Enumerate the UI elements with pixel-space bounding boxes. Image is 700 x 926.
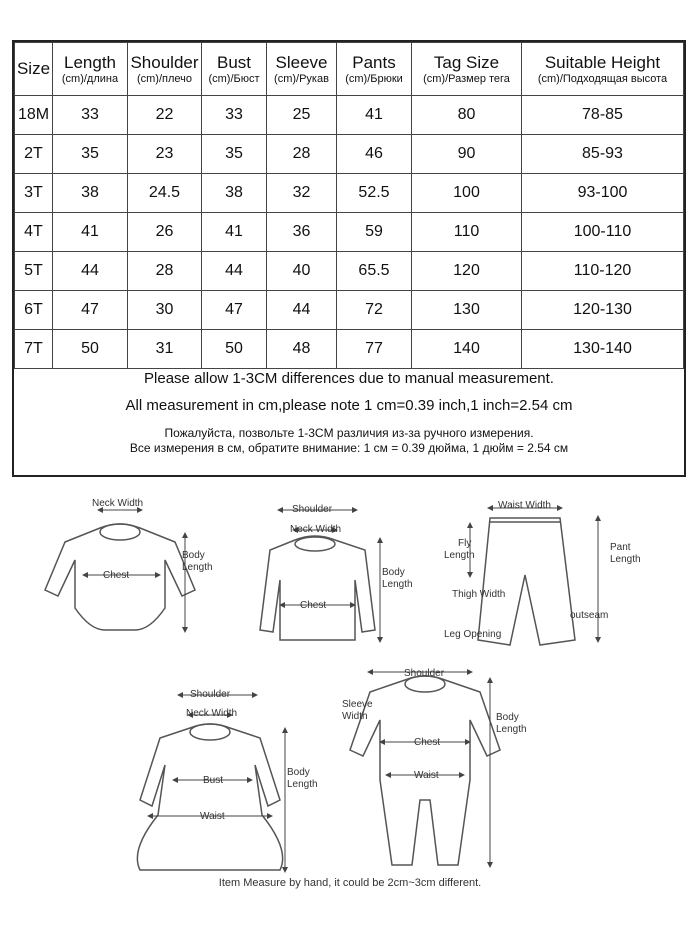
footer-note: Item Measure by hand, it could be 2cm~3cm different. — [218, 877, 482, 889]
cell-sleeve: 28 — [267, 135, 337, 174]
label-body-4: Body — [496, 712, 519, 723]
cell-length: 41 — [53, 213, 128, 252]
cell-height: 130-140 — [522, 330, 684, 369]
header-shoulder: Shoulder (cm)/плечо — [128, 43, 202, 96]
table-row — [15, 252, 684, 291]
label-pant: Pant — [610, 542, 631, 553]
label-fly: Fly — [458, 538, 472, 549]
cell-pants: 72 — [337, 291, 412, 330]
cell-length: 44 — [53, 252, 128, 291]
cell-length: 47 — [53, 291, 128, 330]
measurement-diagram — [0, 480, 700, 926]
header-length: Length (cm)/длина — [53, 43, 128, 96]
table-row — [15, 291, 684, 330]
table-row — [15, 213, 684, 252]
table-row — [15, 174, 684, 213]
label-sleeve: Sleeve — [342, 699, 373, 710]
header-size: Size — [15, 43, 53, 96]
header-bust: Bust (cm)/Бюст — [202, 43, 267, 96]
cell-pants: 52.5 — [337, 174, 412, 213]
cell-shoulder: 31 — [128, 330, 202, 369]
cell-bust: 50 — [202, 330, 267, 369]
label-pant-length: Length — [610, 554, 641, 565]
cell-height: 110-120 — [522, 252, 684, 291]
label-outseam: outseam — [570, 610, 609, 621]
cell-sleeve: 48 — [267, 330, 337, 369]
label-chest-2: Chest — [300, 600, 327, 611]
cell-sleeve: 25 — [267, 96, 337, 135]
label-body-length-3: Length — [287, 779, 318, 790]
pants-illustration — [478, 518, 575, 645]
label-shoulder-2: Shoulder — [190, 689, 231, 700]
label-bust: Bust — [203, 775, 224, 786]
label-fly-length: Length — [444, 550, 475, 561]
label-chest-3: Chest — [414, 737, 441, 748]
cell-shoulder: 22 — [128, 96, 202, 135]
cell-shoulder: 30 — [128, 291, 202, 330]
size-chart-table — [12, 40, 686, 477]
cell-shoulder: 23 — [128, 135, 202, 174]
cell-pants: 65.5 — [337, 252, 412, 291]
cell-tag-size: 80 — [412, 96, 522, 135]
cell-height: 78-85 — [522, 96, 684, 135]
cell-size: 7T — [15, 330, 53, 369]
cell-sleeve: 44 — [267, 291, 337, 330]
cell-shoulder: 28 — [128, 252, 202, 291]
cell-pants: 46 — [337, 135, 412, 174]
label-shoulder-3: Shoulder — [404, 668, 445, 679]
table-row — [15, 96, 684, 135]
label-body-2: Body — [382, 567, 405, 578]
cell-length: 38 — [53, 174, 128, 213]
table-row — [15, 135, 684, 174]
cell-size: 2T — [15, 135, 53, 174]
cell-sleeve: 36 — [267, 213, 337, 252]
label-body-length-2: Length — [382, 579, 413, 590]
label-shoulder: Shoulder — [292, 504, 333, 515]
cell-tag-size: 130 — [412, 291, 522, 330]
cell-length: 35 — [53, 135, 128, 174]
cell-length: 50 — [53, 330, 128, 369]
cell-shoulder: 26 — [128, 213, 202, 252]
label-neck-width: Neck Width — [92, 498, 144, 509]
cell-bust: 41 — [202, 213, 267, 252]
cell-tag-size: 100 — [412, 174, 522, 213]
cell-size: 5T — [15, 252, 53, 291]
cell-length: 33 — [53, 96, 128, 135]
label-leg-opening: Leg Opening — [444, 629, 502, 640]
cell-size: 6T — [15, 291, 53, 330]
label-body-length: Length — [182, 562, 213, 573]
cell-bust: 47 — [202, 291, 267, 330]
header-tag-size: Tag Size (cm)/Размер тега — [412, 43, 522, 96]
note-line-1: Please allow 1-3CM differences due to manual measurement. — [144, 370, 554, 387]
cell-tag-size: 120 — [412, 252, 522, 291]
note-line-2: All measurement in cm,please note 1 cm=0.39 inch,1 inch=2.54 cm — [125, 397, 573, 414]
cell-shoulder: 24.5 — [128, 174, 202, 213]
cell-bust: 35 — [202, 135, 267, 174]
cell-height: 120-130 — [522, 291, 684, 330]
cell-tag-size: 110 — [412, 213, 522, 252]
cell-bust: 38 — [202, 174, 267, 213]
header-sleeve: Sleeve (cm)/Рукав — [267, 43, 337, 96]
cell-bust: 44 — [202, 252, 267, 291]
header-row — [15, 43, 684, 96]
label-waist-2: Waist — [414, 770, 439, 781]
cell-pants: 77 — [337, 330, 412, 369]
cell-pants: 41 — [337, 96, 412, 135]
cell-sleeve: 32 — [267, 174, 337, 213]
cell-size: 18M — [15, 96, 53, 135]
header-pants: Pants (cm)/Брюки — [337, 43, 412, 96]
cell-height: 85-93 — [522, 135, 684, 174]
label-body-3: Body — [287, 767, 310, 778]
sweater-illustration — [260, 536, 375, 640]
cell-size: 3T — [15, 174, 53, 213]
cell-height: 100-110 — [522, 213, 684, 252]
cell-bust: 33 — [202, 96, 267, 135]
cell-pants: 59 — [337, 213, 412, 252]
header-suitable-height: Suitable Height (cm)/Подходящая высота — [522, 43, 684, 96]
label-chest: Chest — [103, 570, 130, 581]
cell-height: 93-100 — [522, 174, 684, 213]
label-body-length-4: Length — [496, 724, 527, 735]
dress-illustration — [137, 724, 282, 870]
label-body: Body — [182, 550, 205, 561]
cell-size: 4T — [15, 213, 53, 252]
cell-tag-size: 140 — [412, 330, 522, 369]
cell-tag-size: 90 — [412, 135, 522, 174]
table-row — [15, 330, 684, 369]
note-ru-1: Пожалуйста, позвольте 1-3CM различия из-за ручного измерения. — [164, 426, 534, 440]
label-neck-width-3: Neck Width — [186, 708, 238, 719]
note-ru-2: Все измерения в см, обратите внимание: 1 см = 0.39 дюйма, 1 дюйм = 2.54 см — [129, 441, 569, 455]
label-neck-width-2: Neck Width — [290, 524, 342, 535]
note-ru — [14, 426, 684, 456]
measurement-notes — [14, 364, 684, 456]
label-waist: Waist — [200, 811, 225, 822]
label-waist-width: Waist Width — [498, 500, 551, 511]
label-sleeve-width: Width — [342, 711, 368, 722]
label-thigh-width: Thigh Width — [452, 589, 506, 600]
cell-sleeve: 40 — [267, 252, 337, 291]
